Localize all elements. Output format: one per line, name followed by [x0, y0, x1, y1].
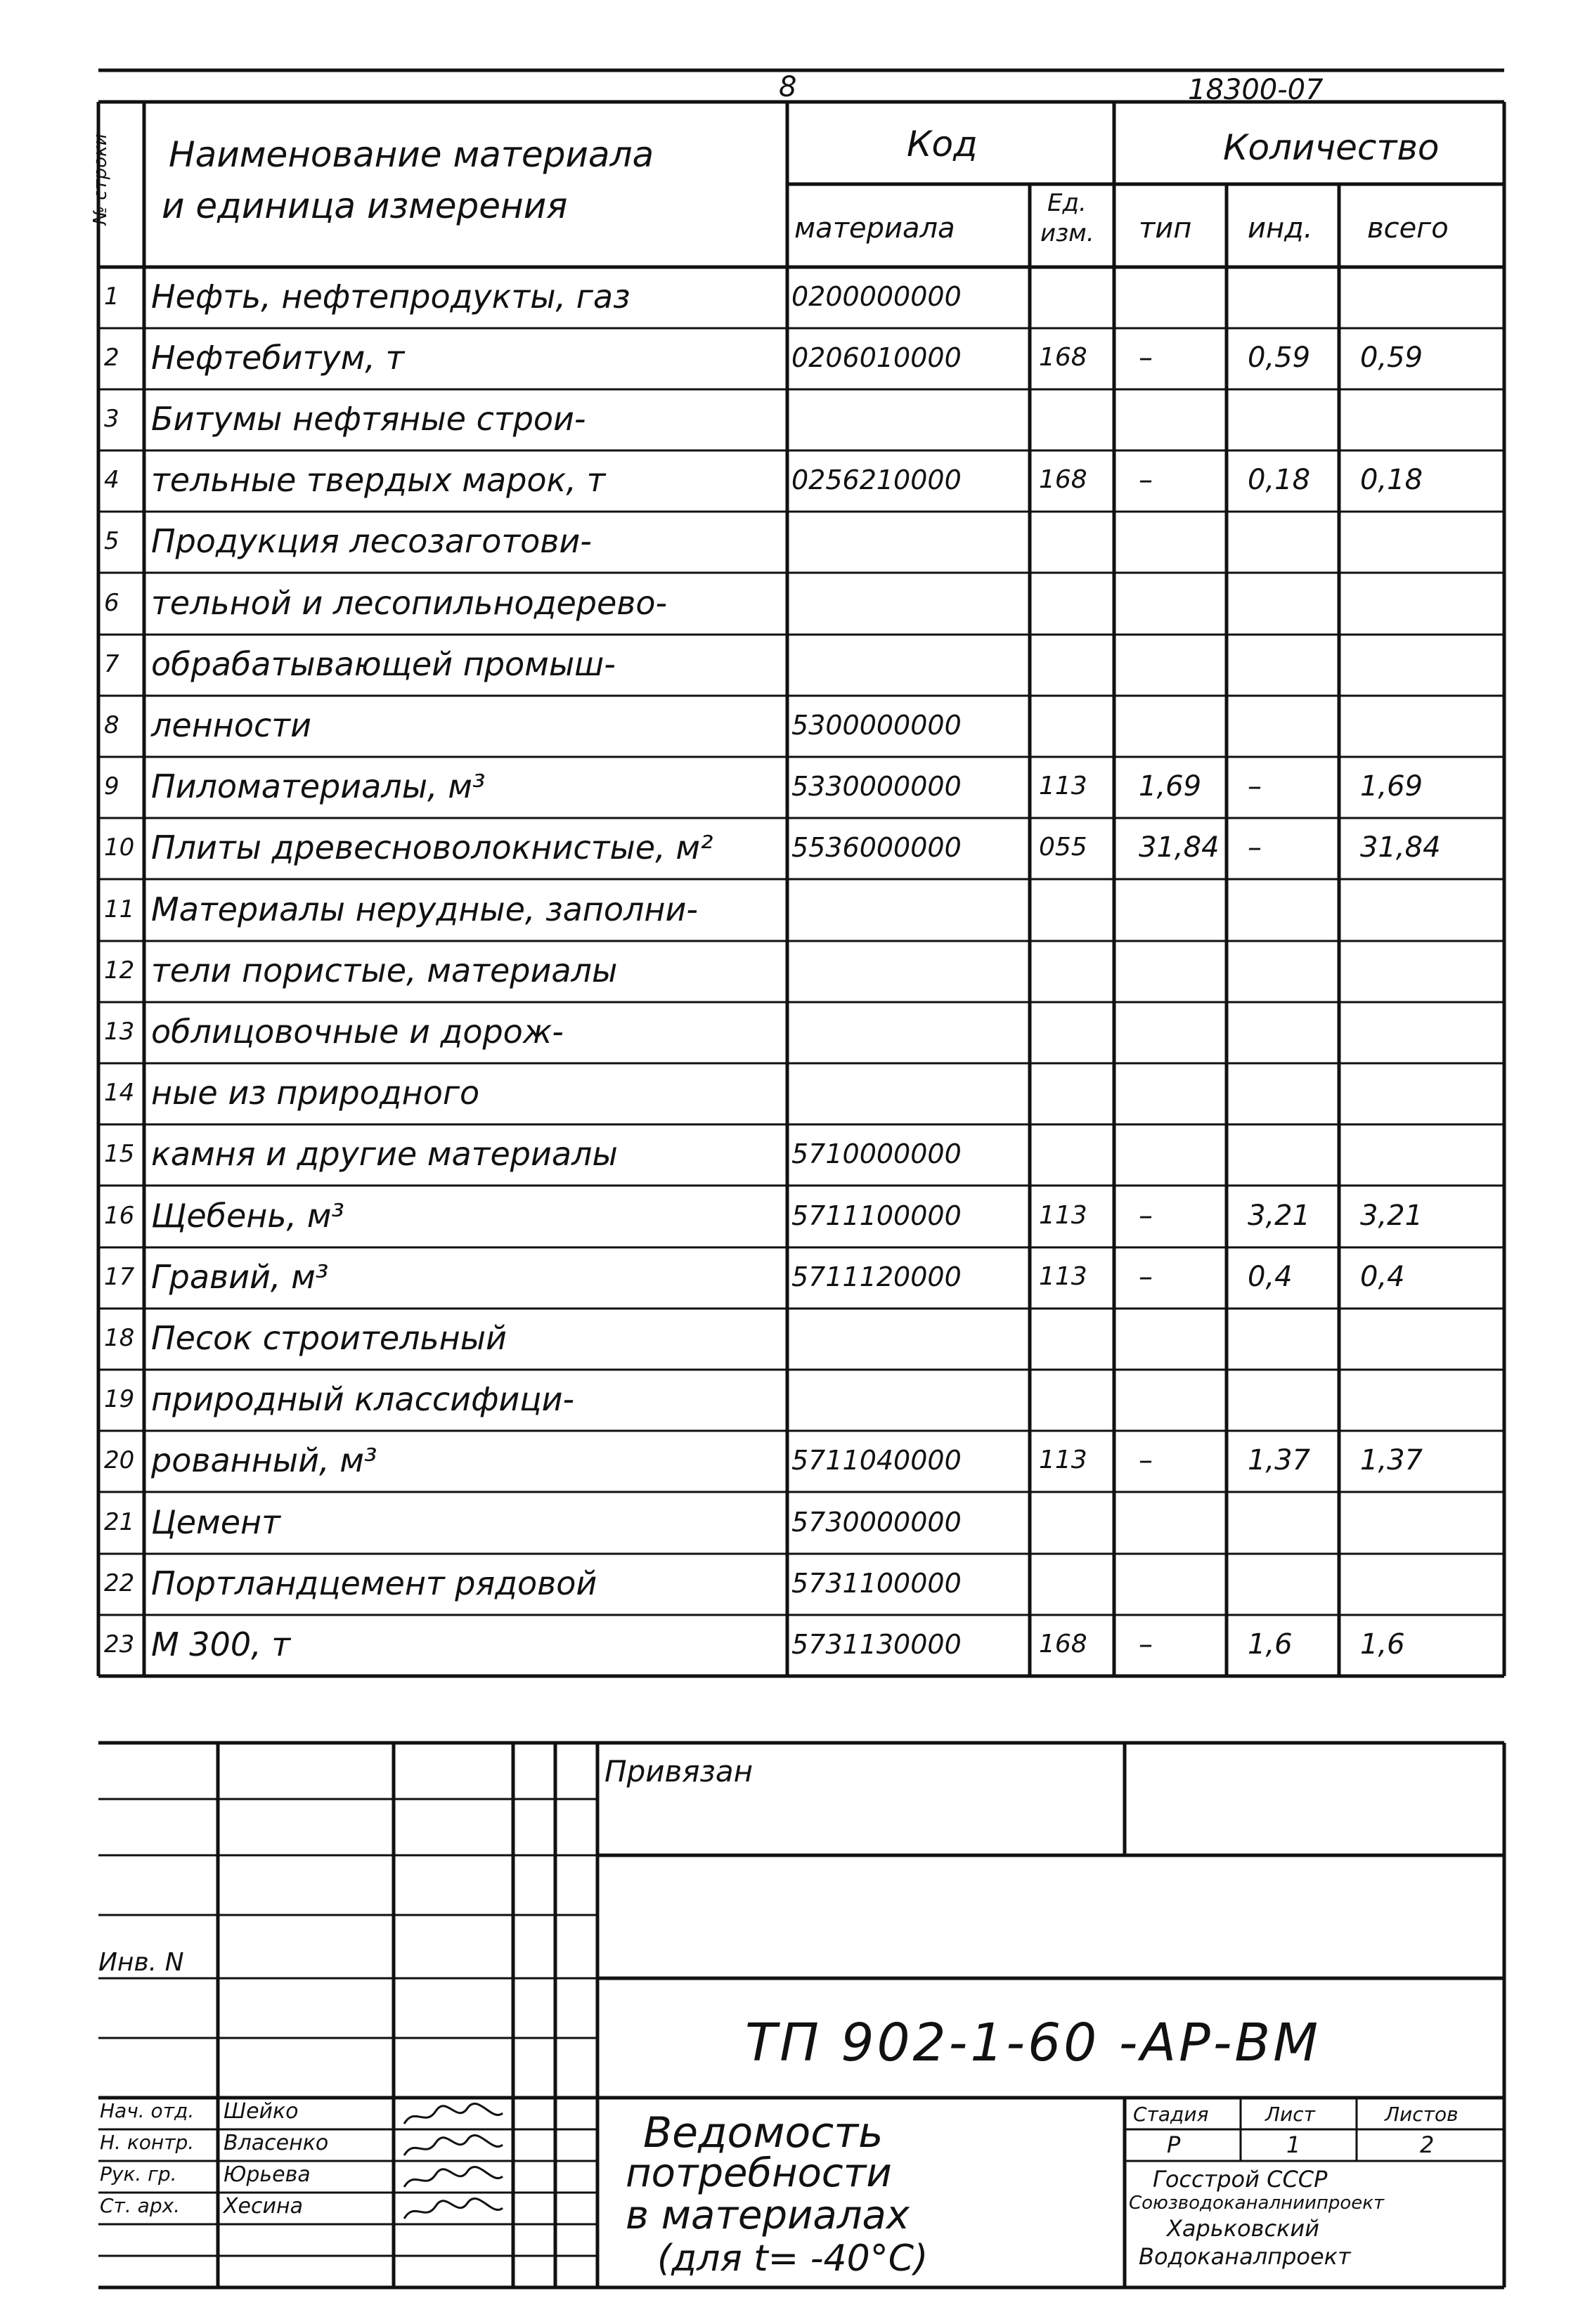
- material-name: Пиломатериалы, м³: [151, 767, 486, 806]
- qty-ind: 0,59: [1248, 341, 1311, 374]
- material-name: Нефть, нефтепродукты, газ: [151, 277, 630, 316]
- signature-scribble: [401, 2166, 506, 2196]
- qty-total: 1,69: [1360, 770, 1423, 803]
- material-name: тельные твердых марок, т: [151, 461, 606, 500]
- org-line2: Союзводоканалниипроект: [1129, 2193, 1385, 2214]
- col-name-line2: и единица измерения: [162, 186, 568, 226]
- row-number: 18: [104, 1324, 135, 1352]
- col-code-group: Код: [907, 124, 978, 164]
- row-number: 16: [104, 1201, 135, 1230]
- signer-name: Шейко: [224, 2099, 299, 2124]
- qty-typ: –: [1139, 1628, 1153, 1661]
- unit-code: 055: [1039, 833, 1087, 862]
- material-name: Нефтебитум, т: [151, 338, 405, 377]
- unit-code: 168: [1039, 465, 1087, 495]
- project-code: ТП 902-1-60 -АР-ВМ: [745, 2013, 1321, 2073]
- signer-role: Рук. гр.: [100, 2162, 177, 2186]
- row-number: 20: [104, 1446, 135, 1475]
- col-typ: тип: [1139, 212, 1192, 245]
- row-number: 14: [104, 1079, 135, 1108]
- col-material: материала: [794, 212, 955, 245]
- material-code: 0200000000: [791, 280, 962, 312]
- material-name: камня и другие материалы: [151, 1135, 618, 1174]
- row-number: 1: [104, 282, 119, 311]
- material-name: Щебень, м³: [151, 1196, 344, 1235]
- qty-ind: –: [1248, 831, 1262, 864]
- material-code: 5731100000: [791, 1567, 962, 1599]
- qty-typ: –: [1139, 464, 1153, 497]
- unit-code: 113: [1039, 1261, 1087, 1291]
- row-number: 4: [104, 466, 119, 495]
- qty-typ: 31,84: [1139, 831, 1220, 864]
- qty-ind: 1,6: [1248, 1628, 1293, 1661]
- qty-ind: 3,21: [1248, 1199, 1311, 1232]
- material-code: 5730000000: [791, 1506, 962, 1538]
- qty-ind: –: [1248, 770, 1262, 803]
- row-number: 12: [104, 956, 135, 985]
- material-name: Материалы нерудные, заполни-: [151, 890, 698, 928]
- material-name: Продукция лесозаготови-: [151, 522, 592, 561]
- signer-role: Ст. арх.: [100, 2194, 181, 2217]
- material-name: рованный, м³: [151, 1441, 377, 1480]
- sheet-value: 1: [1286, 2131, 1301, 2158]
- material-code: 5711040000: [791, 1445, 962, 1476]
- qty-ind: 0,18: [1248, 464, 1311, 497]
- row-number: 21: [104, 1507, 135, 1536]
- row-number: 6: [104, 588, 119, 617]
- material-name: природный классифици-: [151, 1380, 575, 1419]
- material-code: 5330000000: [791, 771, 962, 803]
- signature-scribble: [401, 2198, 506, 2228]
- signer-role: Нач. отд.: [100, 2099, 195, 2122]
- unit-code: 113: [1039, 772, 1087, 801]
- row-number: 15: [104, 1140, 135, 1169]
- doc-title-line1: Ведомость: [643, 2108, 884, 2157]
- qty-total: 0,59: [1360, 341, 1423, 374]
- signature-scribble: [401, 2103, 506, 2133]
- material-code: 0206010000: [791, 342, 962, 373]
- material-code: 5710000000: [791, 1138, 962, 1170]
- doc-title-line2: потребности: [626, 2150, 892, 2196]
- unit-code: 113: [1039, 1446, 1087, 1475]
- org-line1: Госстрой СССР: [1153, 2166, 1328, 2193]
- material-name: Портландцемент рядовой: [151, 1564, 597, 1602]
- material-name: Битумы нефтяные строи-: [151, 400, 586, 438]
- signer-name: Юрьева: [224, 2162, 311, 2187]
- inv-no-label: Инв. N: [98, 1948, 184, 1977]
- doc-title-line3: в материалах: [626, 2193, 910, 2238]
- row-number: 23: [104, 1630, 135, 1658]
- material-name: Цемент: [151, 1502, 280, 1541]
- unit-code: 113: [1039, 1200, 1087, 1230]
- stage-value: Р: [1167, 2131, 1181, 2158]
- page-number: 8: [779, 71, 797, 103]
- qty-typ: –: [1139, 341, 1153, 374]
- material-name: ленности: [151, 706, 311, 744]
- row-number: 11: [104, 895, 135, 923]
- qty-total: 31,84: [1360, 831, 1441, 864]
- material-name: ные из природного: [151, 1074, 480, 1112]
- qty-typ: –: [1139, 1260, 1153, 1293]
- row-number: 3: [104, 405, 119, 433]
- material-code: 5711120000: [791, 1261, 962, 1292]
- qty-total: 3,21: [1360, 1199, 1423, 1232]
- material-code: 5300000000: [791, 710, 962, 741]
- material-name: Песок строительный: [151, 1319, 507, 1357]
- qty-ind: 1,37: [1248, 1444, 1311, 1477]
- sheets-value: 2: [1420, 2131, 1435, 2158]
- qty-total: 0,4: [1360, 1260, 1405, 1293]
- row-number: 2: [104, 343, 119, 372]
- unit-code: 168: [1039, 1630, 1087, 1658]
- signer-role: Н. контр.: [100, 2131, 195, 2154]
- qty-typ: –: [1139, 1199, 1153, 1232]
- qty-total: 1,6: [1360, 1628, 1405, 1661]
- material-name: обрабатывающей промыш-: [151, 644, 616, 683]
- unit-code: 168: [1039, 342, 1087, 372]
- qty-total: 1,37: [1360, 1444, 1423, 1477]
- row-number: 8: [104, 711, 119, 739]
- material-name: тельной и лесопильнодерево-: [151, 583, 668, 622]
- doc-code: 18300-07: [1188, 74, 1324, 106]
- material-name: тели пористые, материалы: [151, 951, 618, 989]
- org-line3: Харьковский: [1167, 2215, 1319, 2242]
- material-code: 5536000000: [791, 832, 962, 864]
- col-name-line1: Наименование материала: [169, 134, 654, 175]
- material-name: Гравий, м³: [151, 1257, 329, 1296]
- signer-name: Хесина: [224, 2194, 303, 2219]
- row-number: 9: [104, 772, 119, 801]
- row-number: 5: [104, 527, 119, 556]
- privyazan-label: Привязан: [604, 1754, 754, 1789]
- row-number: 7: [104, 649, 119, 678]
- stage-label: Стадия: [1133, 2103, 1209, 2126]
- org-line4: Водоканалпроект: [1139, 2243, 1351, 2270]
- col-unit-line2: изм.: [1040, 219, 1094, 247]
- material-code: 5731130000: [791, 1629, 962, 1660]
- row-number: 13: [104, 1018, 135, 1046]
- signer-name: Власенко: [224, 2131, 329, 2155]
- row-number: 22: [104, 1569, 135, 1597]
- doc-title-line4: (для t= -40°С): [657, 2238, 929, 2280]
- row-number: 17: [104, 1262, 135, 1291]
- qty-total: 0,18: [1360, 464, 1423, 497]
- col-row-no: № строки: [90, 134, 111, 225]
- row-number: 10: [104, 833, 135, 862]
- qty-typ: –: [1139, 1444, 1153, 1477]
- sheets-label: Листов: [1385, 2103, 1459, 2126]
- row-number: 19: [104, 1385, 135, 1414]
- col-unit-line1: Ед.: [1047, 189, 1087, 217]
- col-total: всего: [1367, 212, 1449, 245]
- material-name: Плиты древесноволокнистые, м²: [151, 829, 713, 867]
- col-qty-group: Количество: [1223, 127, 1440, 168]
- material-name: облицовочные и дорож-: [151, 1013, 564, 1051]
- col-ind: инд.: [1248, 212, 1313, 245]
- material-name: М 300, т: [151, 1625, 291, 1663]
- material-code: 5711100000: [791, 1200, 962, 1231]
- sheet-label: Лист: [1265, 2103, 1315, 2126]
- qty-ind: 0,4: [1248, 1260, 1293, 1293]
- signature-scribble: [401, 2134, 506, 2164]
- qty-typ: 1,69: [1139, 770, 1202, 803]
- material-code: 0256210000: [791, 465, 962, 496]
